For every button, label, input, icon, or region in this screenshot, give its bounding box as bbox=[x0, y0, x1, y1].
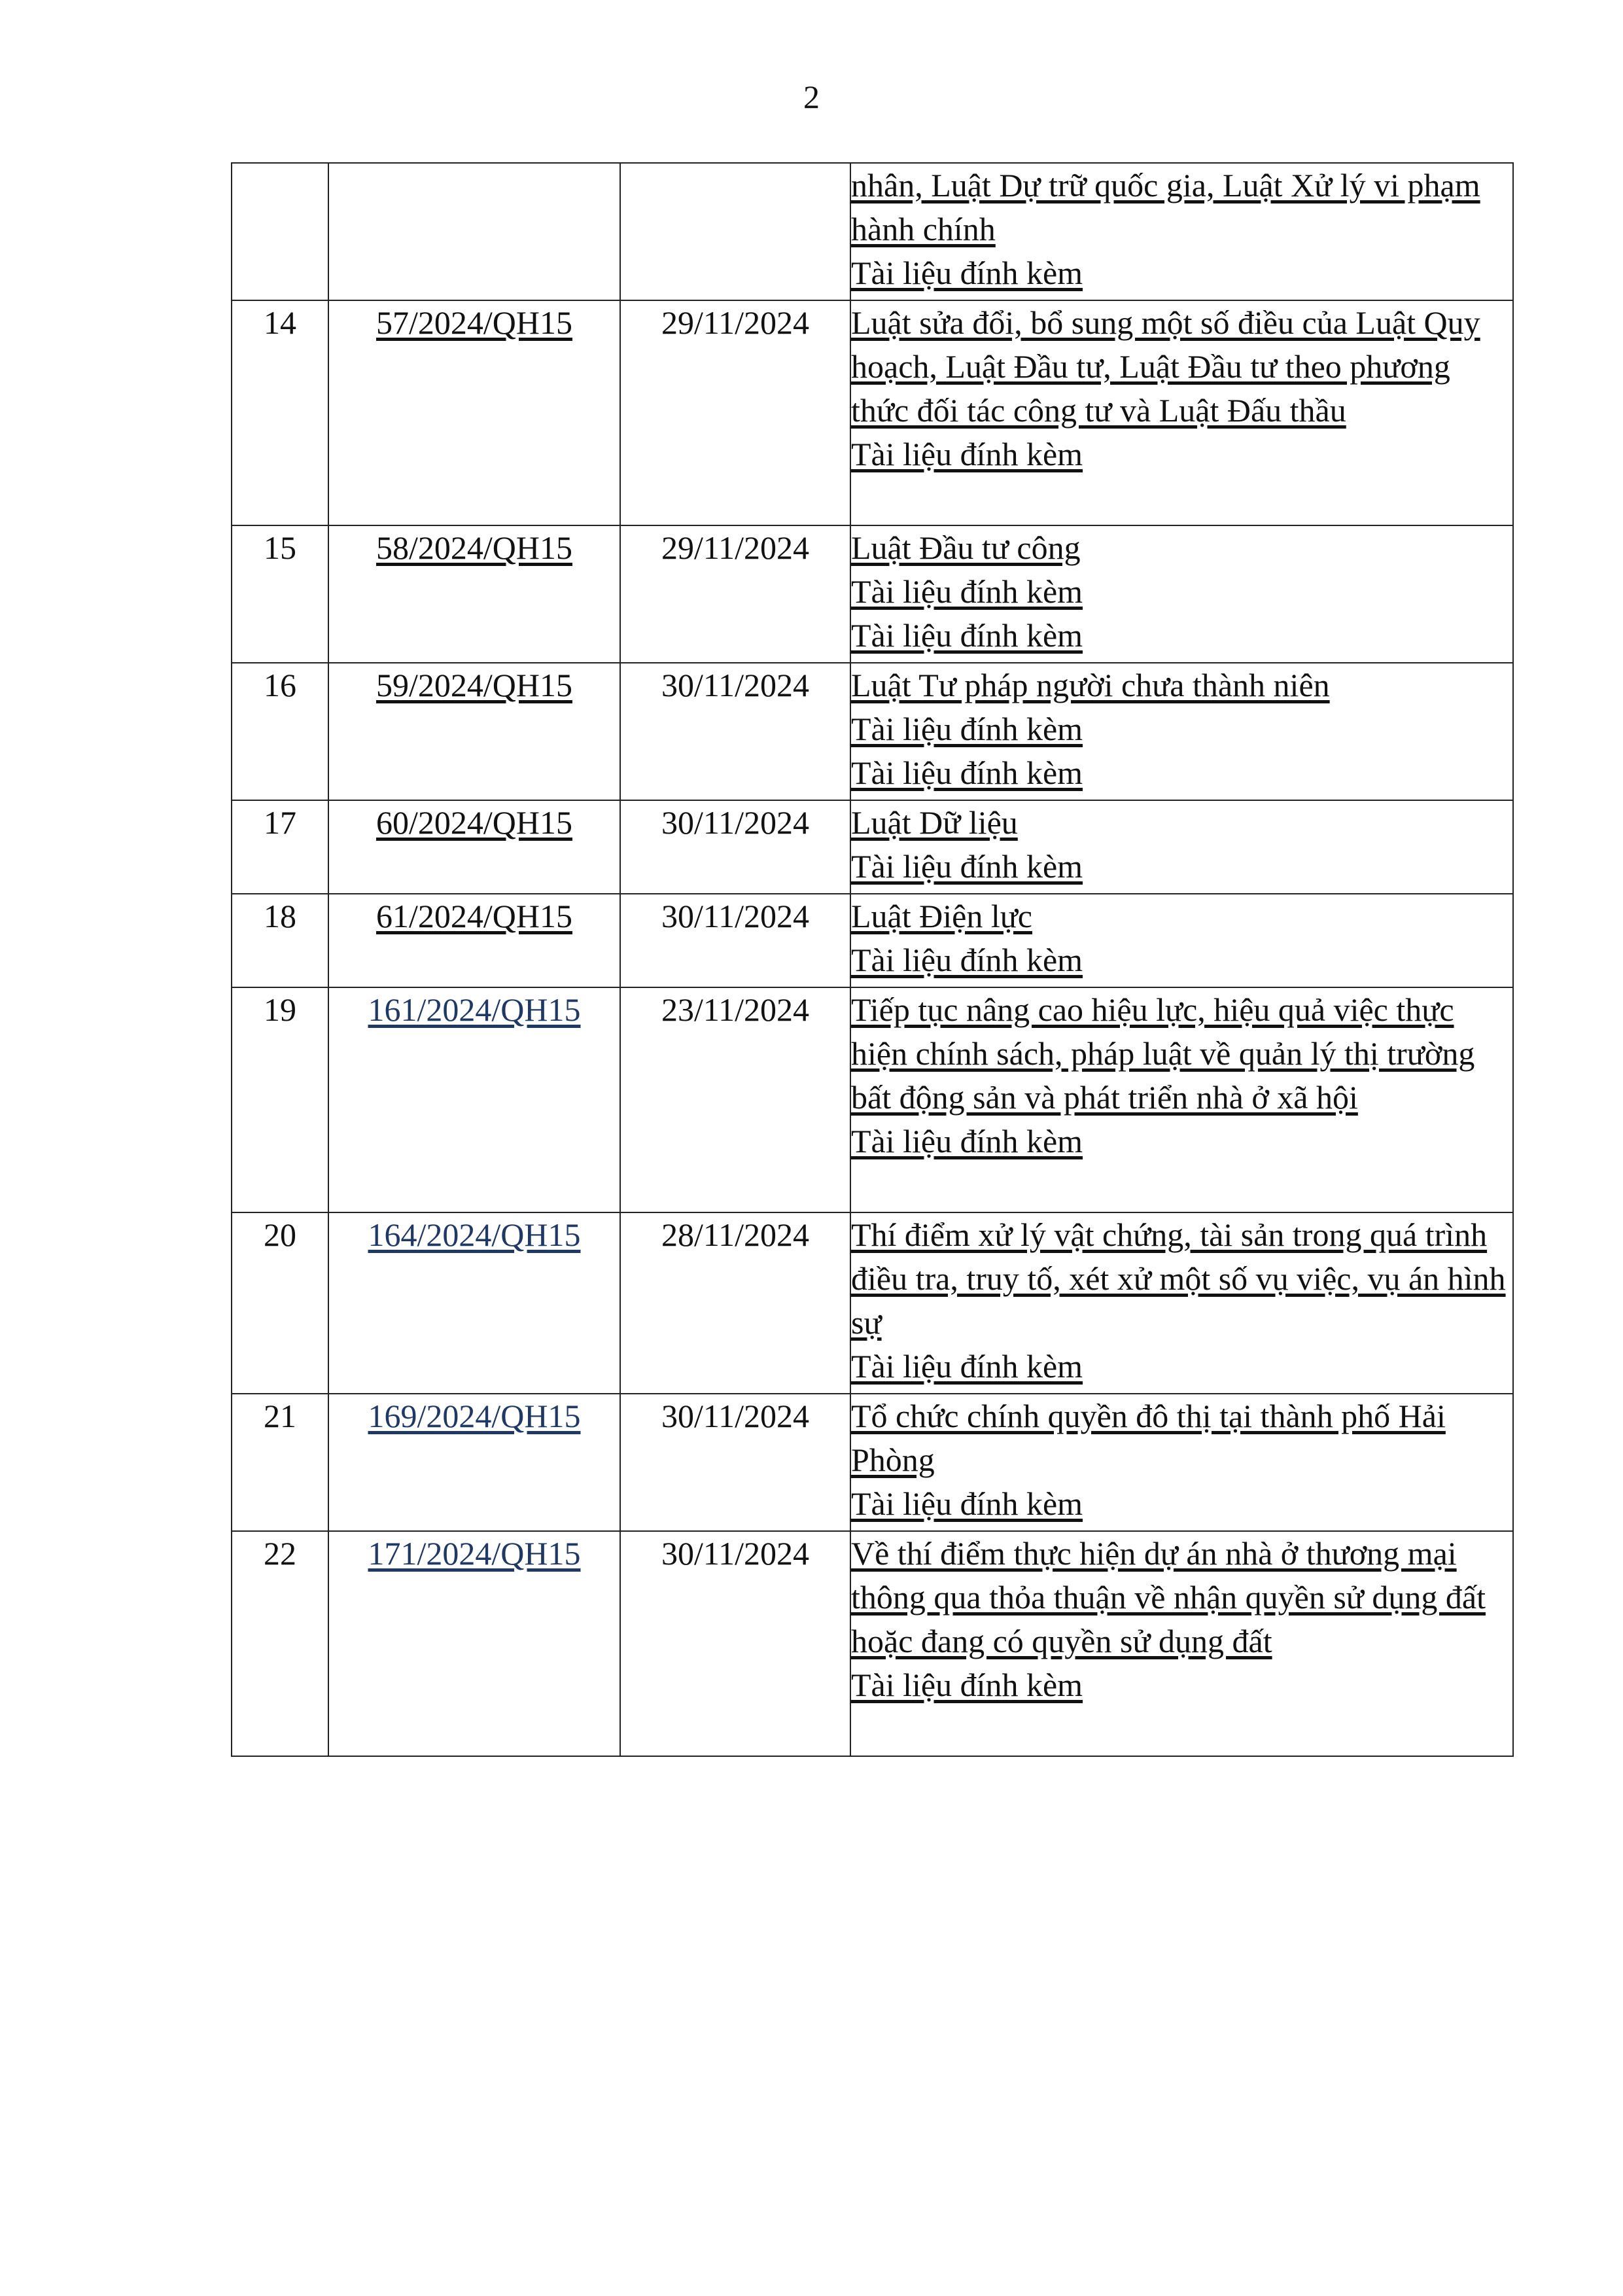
table-row bbox=[232, 894, 1513, 987]
document-number-cell bbox=[328, 163, 620, 300]
document-number-cell bbox=[328, 525, 620, 663]
document-title-cell bbox=[850, 163, 1513, 300]
document-title-cell bbox=[850, 300, 1513, 525]
table-row bbox=[232, 1531, 1513, 1756]
attachment-link[interactable]: Tài liệu đính kèm bbox=[851, 617, 1083, 654]
document-date: 30/11/2024 bbox=[620, 1394, 850, 1531]
document-number-cell bbox=[328, 300, 620, 525]
document-date: 30/11/2024 bbox=[620, 663, 850, 800]
row-index: 14 bbox=[232, 300, 328, 525]
table-row bbox=[232, 300, 1513, 525]
row-index: 20 bbox=[232, 1212, 328, 1394]
document-title-link[interactable]: Luật Đầu tư công bbox=[851, 529, 1081, 566]
document-date: 30/11/2024 bbox=[620, 1531, 850, 1756]
document-title-cell bbox=[850, 663, 1513, 800]
attachment-link[interactable]: Tài liệu đính kèm bbox=[851, 1667, 1083, 1703]
document-title-cell bbox=[850, 1212, 1513, 1394]
attachment-link[interactable]: Tài liệu đính kèm bbox=[851, 1348, 1083, 1385]
document-number-cell bbox=[328, 800, 620, 894]
row-index: 19 bbox=[232, 987, 328, 1212]
document-title-link[interactable]: nhân, Luật Dự trữ quốc gia, Luật Xử lý vi phạm hành chính bbox=[851, 167, 1480, 247]
document-title-link[interactable]: Thí điểm xử lý vật chứng, tài sản trong quá trình điều tra, truy tố, xét xử một số vụ việc, vụ án hình sự bbox=[851, 1216, 1506, 1341]
table-row bbox=[232, 525, 1513, 663]
attachment-link[interactable]: Tài liệu đính kèm bbox=[851, 573, 1083, 610]
document-number-cell bbox=[328, 1531, 620, 1756]
row-index: 16 bbox=[232, 663, 328, 800]
attachment-link[interactable]: Tài liệu đính kèm bbox=[851, 255, 1083, 291]
table-row bbox=[232, 800, 1513, 894]
document-date: 30/11/2024 bbox=[620, 894, 850, 987]
document-title-cell bbox=[850, 800, 1513, 894]
document-title-cell bbox=[850, 1531, 1513, 1756]
attachment-link[interactable]: Tài liệu đính kèm bbox=[851, 848, 1083, 885]
row-index: 21 bbox=[232, 1394, 328, 1531]
document-title-link[interactable]: Luật Điện lực bbox=[851, 898, 1033, 934]
table-row bbox=[232, 163, 1513, 300]
document-title-cell bbox=[850, 525, 1513, 663]
document-number-link[interactable]: 169/2024/QH15 bbox=[368, 1398, 581, 1434]
row-index: 17 bbox=[232, 800, 328, 894]
document-number-cell bbox=[328, 1212, 620, 1394]
document-number-link[interactable]: 57/2024/QH15 bbox=[376, 304, 572, 341]
document-number-link[interactable]: 161/2024/QH15 bbox=[368, 991, 581, 1028]
row-index: 15 bbox=[232, 525, 328, 663]
document-number-cell bbox=[328, 987, 620, 1212]
attachment-link[interactable]: Tài liệu đính kèm bbox=[851, 754, 1083, 791]
attachment-link[interactable]: Tài liệu đính kèm bbox=[851, 1123, 1083, 1159]
document-title-link[interactable]: Tiếp tục nâng cao hiệu lực, hiệu quả việc thực hiện chính sách, pháp luật về quản lý thị trường bất động sản và phát triển nhà ở xã hội bbox=[851, 991, 1475, 1116]
document-date: 29/11/2024 bbox=[620, 525, 850, 663]
row-index bbox=[232, 163, 328, 300]
document-date bbox=[620, 163, 850, 300]
row-index: 22 bbox=[232, 1531, 328, 1756]
document-title-link[interactable]: Luật Dữ liệu bbox=[851, 804, 1018, 841]
document-number-link[interactable]: 171/2024/QH15 bbox=[368, 1535, 581, 1572]
attachment-link[interactable]: Tài liệu đính kèm bbox=[851, 1485, 1083, 1522]
document-title-link[interactable]: Luật sửa đổi, bổ sung một số điều của Luật Quy hoạch, Luật Đầu tư, Luật Đầu tư theo phương thức đối tác công tư và Luật Đấu thầu bbox=[851, 304, 1480, 429]
document-number-link[interactable]: 61/2024/QH15 bbox=[376, 898, 572, 934]
document-number-link[interactable]: 58/2024/QH15 bbox=[376, 529, 572, 566]
page-number: 2 bbox=[803, 79, 820, 115]
table-row bbox=[232, 1394, 1513, 1531]
row-index: 18 bbox=[232, 894, 328, 987]
document-title-cell bbox=[850, 1394, 1513, 1531]
document-date: 23/11/2024 bbox=[620, 987, 850, 1212]
documents-table bbox=[231, 162, 1514, 1757]
document-number-link[interactable]: 60/2024/QH15 bbox=[376, 804, 572, 841]
document-date: 30/11/2024 bbox=[620, 800, 850, 894]
document-title-link[interactable]: Tổ chức chính quyền đô thị tại thành phố Hải Phòng bbox=[851, 1398, 1446, 1478]
document-number-link[interactable]: 164/2024/QH15 bbox=[368, 1216, 581, 1253]
document-number-cell bbox=[328, 894, 620, 987]
document-title-link[interactable]: Luật Tư pháp người chưa thành niên bbox=[851, 667, 1330, 703]
document-date: 28/11/2024 bbox=[620, 1212, 850, 1394]
attachment-link[interactable]: Tài liệu đính kèm bbox=[851, 711, 1083, 747]
document-title-link[interactable]: Về thí điểm thực hiện dự án nhà ở thương mại thông qua thỏa thuận về nhận quyền sử dụng đất hoặc đang có quyền sử dụng đất bbox=[851, 1535, 1486, 1659]
document-title-cell bbox=[850, 894, 1513, 987]
table-row bbox=[232, 663, 1513, 800]
document-number-link[interactable]: 59/2024/QH15 bbox=[376, 667, 572, 703]
document-date: 29/11/2024 bbox=[620, 300, 850, 525]
document-number-cell bbox=[328, 1394, 620, 1531]
attachment-link[interactable]: Tài liệu đính kèm bbox=[851, 436, 1083, 472]
table-row bbox=[232, 1212, 1513, 1394]
document-title-cell bbox=[850, 987, 1513, 1212]
attachment-link[interactable]: Tài liệu đính kèm bbox=[851, 942, 1083, 978]
document-number-cell bbox=[328, 663, 620, 800]
table-row bbox=[232, 987, 1513, 1212]
